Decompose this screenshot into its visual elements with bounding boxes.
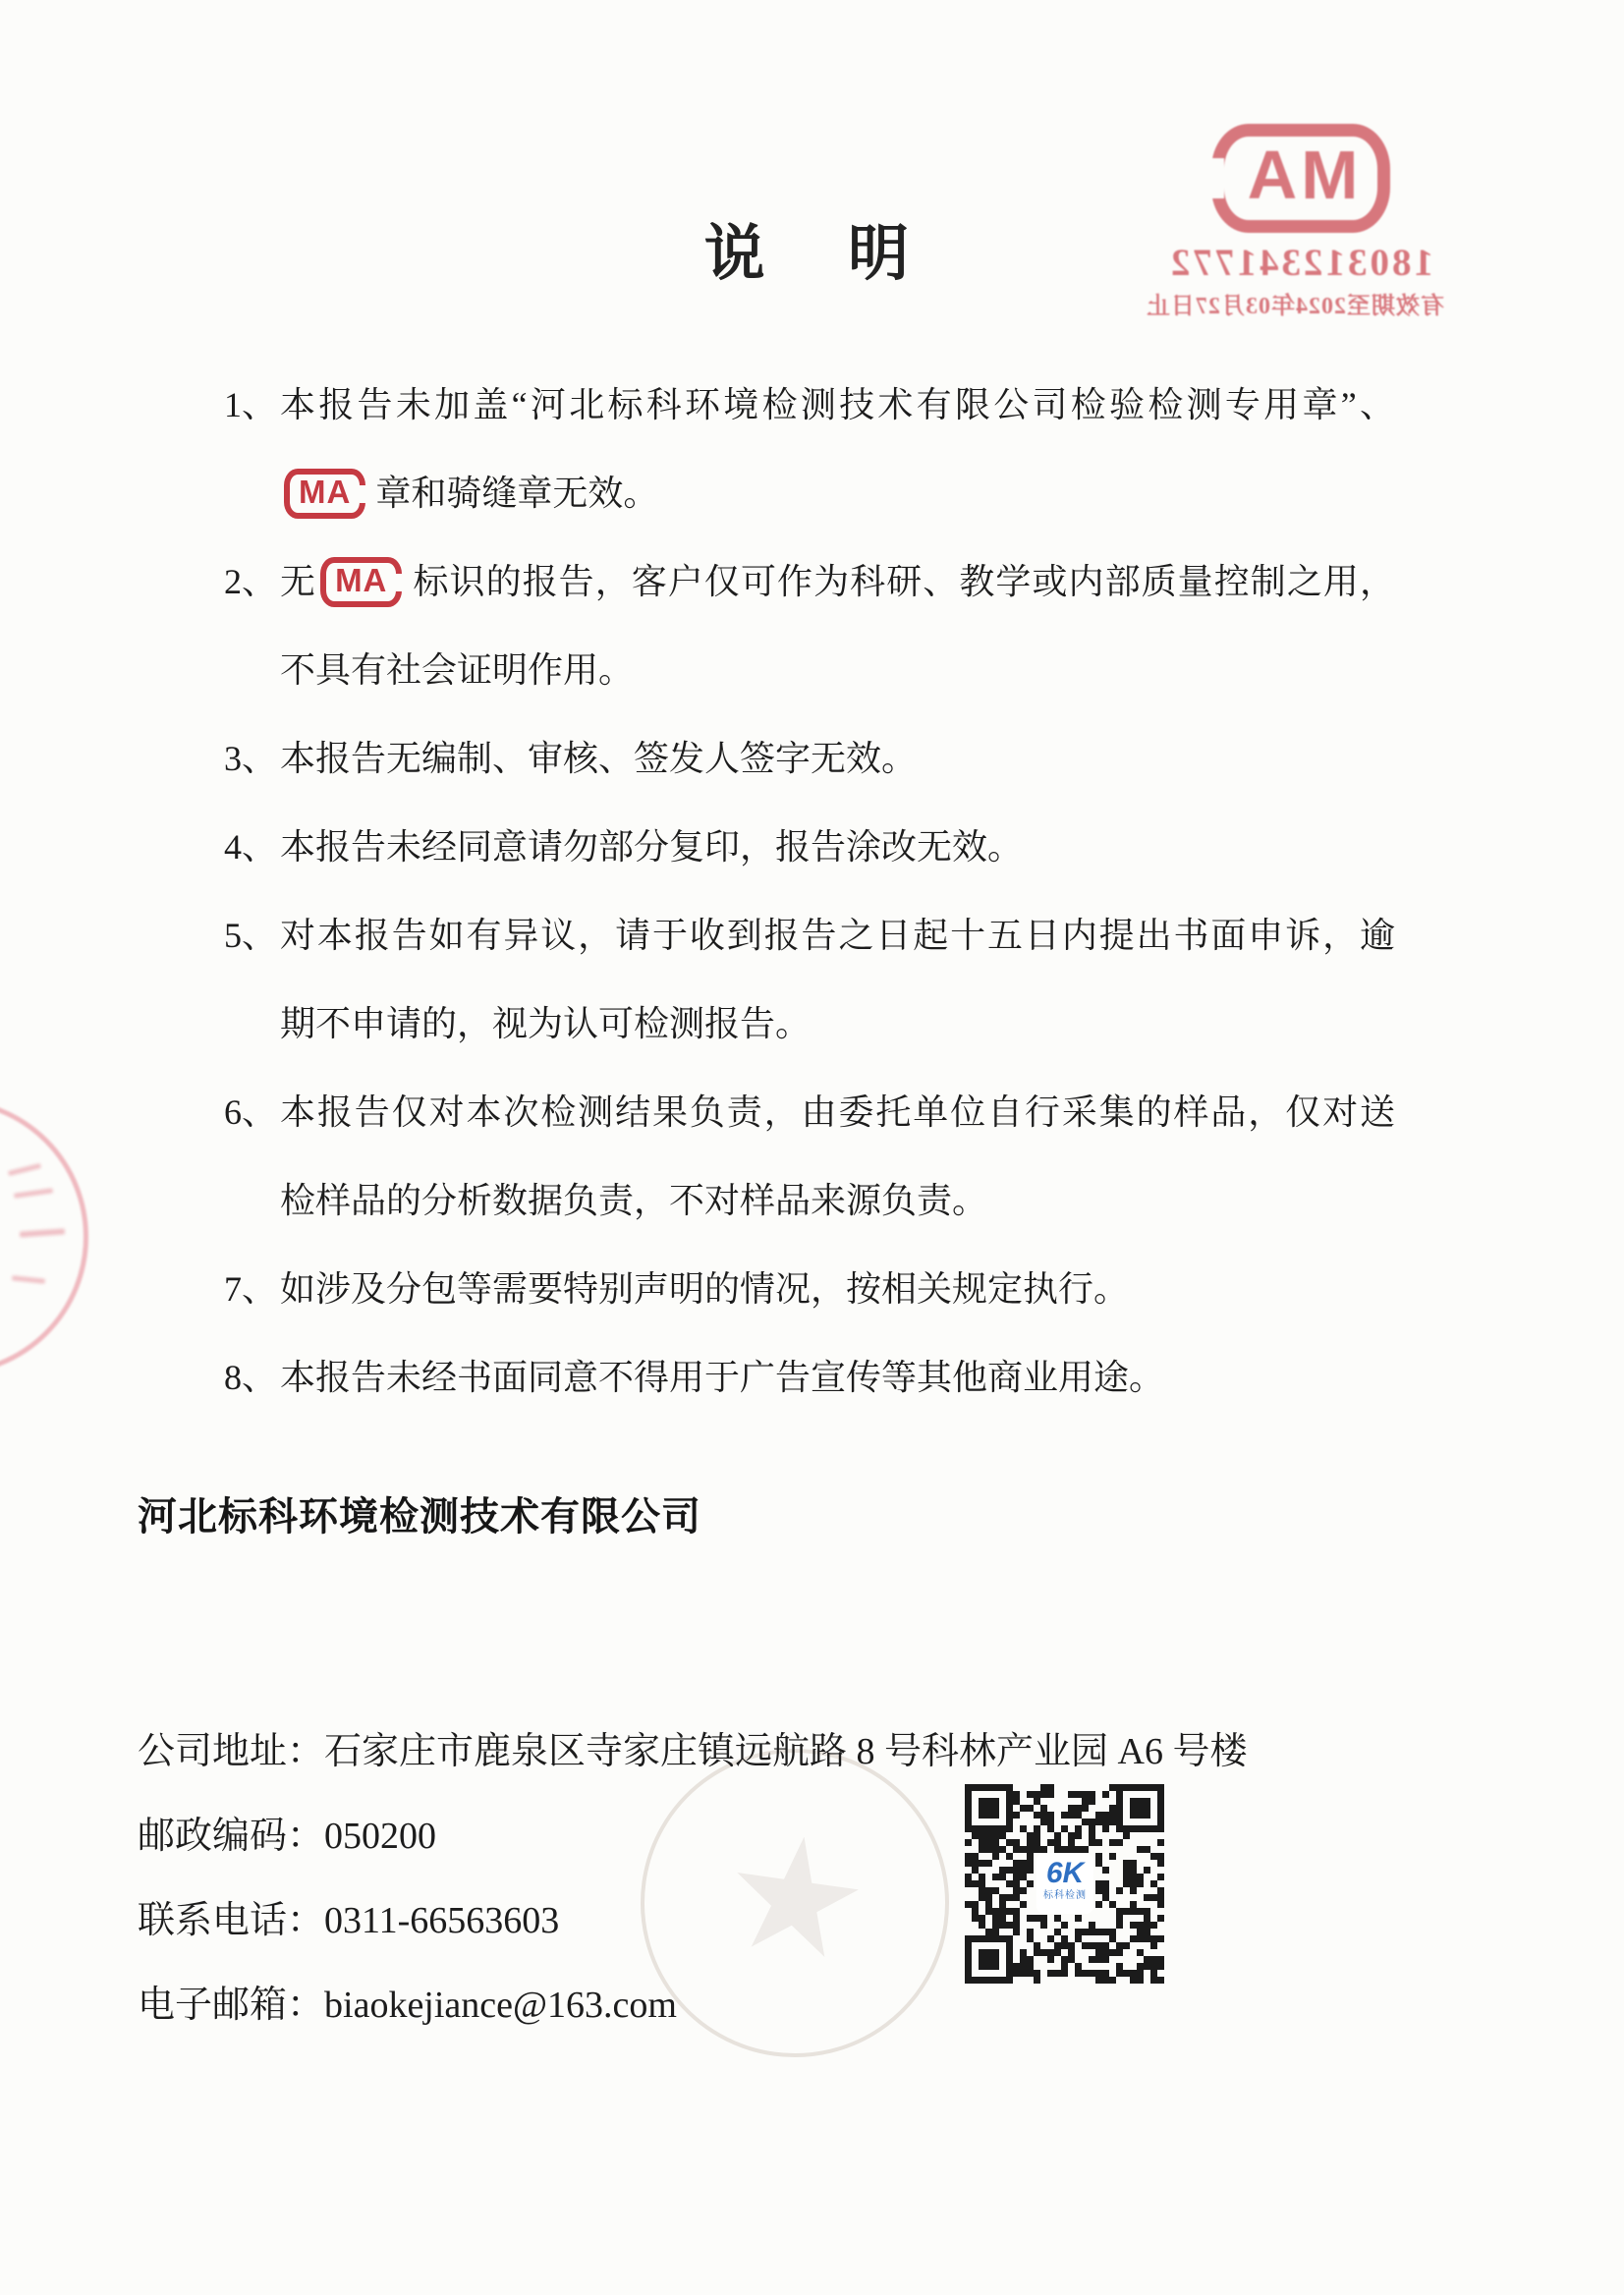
phone-value: 0311-66563603: [324, 1900, 560, 1941]
qr-center-logo: [1036, 1853, 1093, 1914]
notes-list: [224, 361, 1395, 1422]
qr-logo-caption: 标科检测: [1043, 1890, 1087, 1901]
cma-logo-icon: MA: [1211, 124, 1391, 233]
note-text: 无: [280, 562, 317, 601]
address-label: 公司地址：: [138, 1731, 325, 1772]
note-item-8: [224, 1333, 1395, 1422]
note-text: 标识的报告，客户仅可作为科研、教学或内部质量控制之用，: [412, 562, 1395, 601]
note-number: 1、: [224, 385, 278, 424]
note-item-4: [224, 803, 1395, 891]
contact-address-row: [138, 1709, 1247, 1794]
qr-code: [965, 1784, 1164, 1984]
note-text: 对本报告如有异议，请于收到报告之日起十五日内提出书面申诉，逾: [280, 916, 1395, 955]
note-item-6: [224, 1068, 1395, 1245]
note-text: 检样品的分析数据负责，不对样品来源负责。: [280, 1181, 988, 1220]
note-text: 本报告无编制、审核、签发人签字无效。: [280, 739, 918, 778]
mirrored-cma-stamp: [1146, 124, 1444, 320]
address-value: 石家庄市鹿泉区寺家庄镇远航路 8 号科林产业园 A6 号楼: [324, 1731, 1248, 1772]
note-item-5: [224, 891, 1395, 1068]
note-text: 不具有社会证明作用。: [280, 650, 635, 690]
cma-mark-icon: MA: [320, 557, 402, 607]
zip-label: 邮政编码：: [138, 1816, 325, 1857]
qr-logo-text: 6K: [1045, 1857, 1085, 1889]
partial-red-seal: [0, 1098, 88, 1375]
email-label: 电子邮箱：: [138, 1985, 325, 2026]
zip-value: 050200: [324, 1816, 437, 1857]
note-text: 本报告未经书面同意不得用于广告宣传等其他商业用途。: [280, 1358, 1165, 1397]
company-name: 河北标科环境检测技术有限公司: [138, 1495, 701, 1539]
note-number: 4、: [224, 827, 278, 867]
note-text: 本报告仅对本次检测结果负责，由委托单位自行采集的样品，仅对送: [280, 1092, 1395, 1132]
note-line: [280, 449, 1395, 537]
note-text: 本报告未经同意请勿部分复印，报告涂改无效。: [280, 827, 1024, 867]
note-text: 本报告未加盖“河北标科环境检测技术有限公司检验检测专用章”、: [280, 385, 1395, 424]
note-number: 8、: [224, 1358, 278, 1397]
note-text: 章和骑缝章无效。: [375, 474, 659, 513]
note-line: [280, 537, 1395, 626]
note-item-7: [224, 1245, 1395, 1333]
note-text: 如涉及分包等需要特别声明的情况，按相关规定执行。: [280, 1269, 1130, 1309]
note-item-3: [224, 714, 1395, 803]
stamp-number: 180312341772: [1168, 242, 1433, 285]
phone-label: 联系电话：: [138, 1900, 325, 1941]
cma-mark-icon: MA: [284, 469, 365, 519]
note-item-2: [224, 537, 1395, 714]
note-number: 7、: [224, 1269, 278, 1309]
note-item-1: [224, 361, 1395, 537]
note-number: 6、: [224, 1092, 278, 1132]
note-number: 3、: [224, 739, 278, 778]
page-title: 说 明: [703, 221, 921, 288]
note-text: 期不申请的，视为认可检测报告。: [280, 1004, 812, 1043]
stamp-validity-date: 有效期至2024年03月27日止: [1146, 294, 1444, 320]
note-number: 2、: [224, 562, 278, 601]
note-number: 5、: [224, 916, 278, 955]
email-value: biaokejiance@163.com: [324, 1985, 677, 2026]
